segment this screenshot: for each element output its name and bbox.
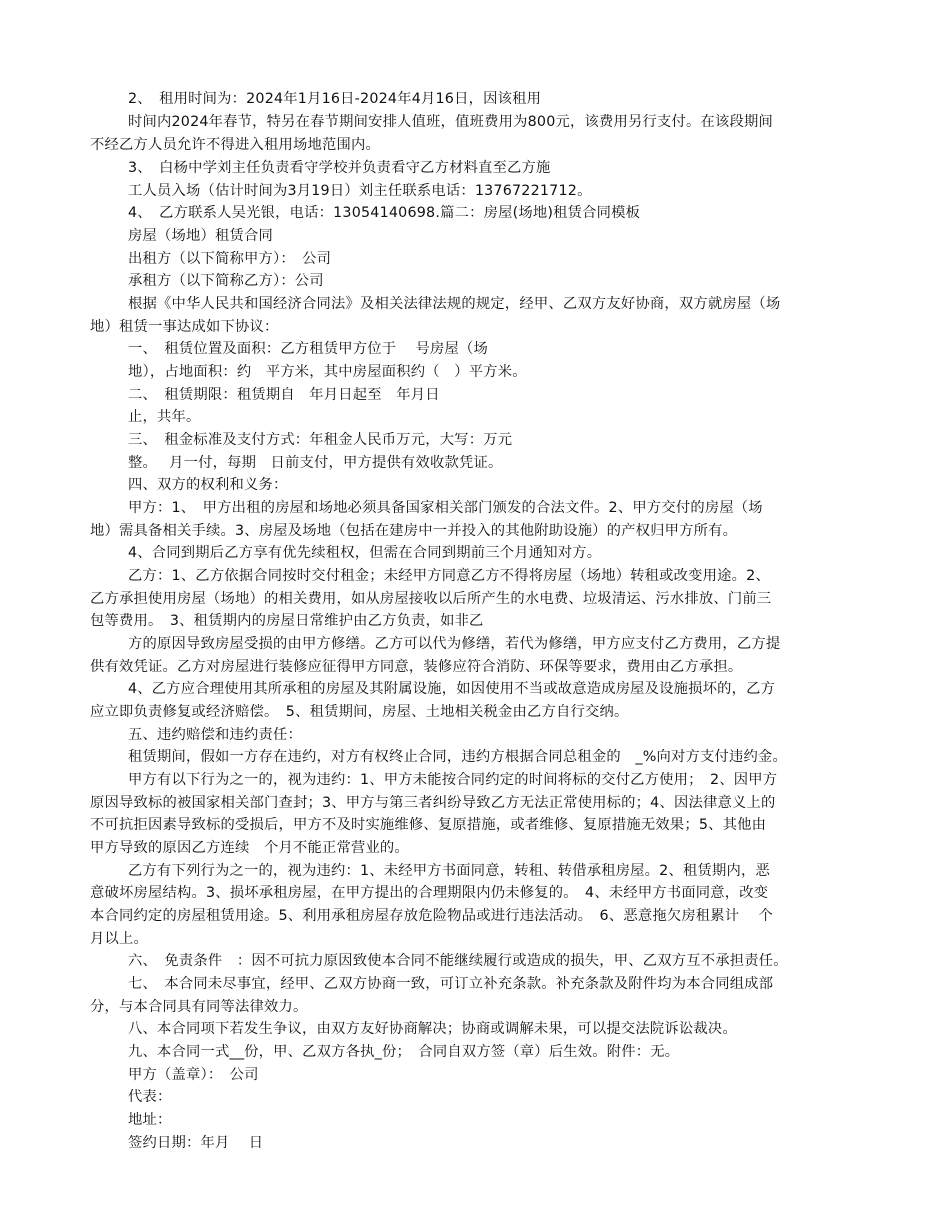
text-line: 月以上。	[90, 931, 148, 947]
text-line: 地）需具备相关手续。3、房屋及场地（包括在建房中一并投入的其他附助设施）的产权归甲方所有。	[90, 523, 738, 539]
signature-representative: 代表：	[128, 1089, 172, 1105]
text-line: 包等费用。 3、租赁期内的房屋日常维护由乙方负责，如非乙	[90, 613, 484, 629]
text-line: 二、 租赁期限：租赁期自 年月日起至 年月日	[128, 387, 440, 403]
text-line: 原因导致标的被国家相关部门查封；3、甲方与第三者纠纷导致乙方无法正常使用标的；4、因法律意义上的	[90, 795, 776, 811]
text-line: 四、双方的权利和义务：	[128, 477, 288, 493]
text-line: 根据《中华人民共和国经济合同法》及相关法律法规的规定，经甲、乙双方友好协商，双方就房屋（场	[128, 296, 781, 312]
text-line: 乙方承担使用房屋（场地）的相关费用，如从房屋接收以后所产生的水电费、垃圾清运、污水排放、门前三	[90, 591, 772, 607]
text-line: 2、 租用时间为：2024年1月16日-2024年4月16日，因该租用	[128, 91, 542, 107]
text-line: 3、 白杨中学刘主任负责看守学校并负责看守乙方材料直至乙方施	[128, 160, 551, 176]
text-line: 4、合同到期后乙方享有优先续租权，但需在合同到期前三个月通知对方。	[128, 545, 602, 561]
text-line: 承租方（以下简称乙方）：公司	[128, 273, 324, 289]
text-line: 八、本合同项下若发生争议，由双方友好协商解决；协商或调解未果，可以提交法院诉讼裁决。	[128, 1021, 737, 1037]
text-line: 应立即负责修复或经济赔偿。 5、租赁期间，房屋、土地相关税金由乙方自行交纳。	[90, 704, 629, 720]
signature-address: 地址：	[128, 1112, 172, 1128]
text-line: 地），占地面积：约 平方米，其中房屋面积约（ ）平方米。	[128, 364, 527, 380]
text-line: 甲方导致的原因乙方连续 个月不能正常营业的。	[90, 840, 409, 856]
text-line: 六、 免责条件 ：因不可抗力原因致使本合同不能继续履行或造成的损失，甲、乙双方互不承担责任。	[128, 953, 788, 969]
text-line: 4、乙方应合理使用其所承租的房屋及其附属设施，如因使用不当或故意造成房屋及设施损坏的，乙方	[128, 681, 776, 697]
text-line: 工人员入场（估计时间为3月19日）刘主任联系电话：13767221712。	[128, 183, 592, 199]
text-line: 出租方（以下简称甲方）： 公司	[128, 251, 332, 267]
text-line: 方的原因导致房屋受损的由甲方修缮。乙方可以代为修缮，若代为修缮，甲方应支付乙方费用，乙方提	[128, 636, 781, 652]
text-line: 五、违约赔偿和违约责任：	[128, 727, 302, 743]
text-line: 整。 月一付，每期 日前支付，甲方提供有效收款凭证。	[128, 455, 503, 471]
text-line: 七、 本合同未尽事宜，经甲、乙双方协商一致，可订立补充条款。补充条款及附件均为本合同组成部	[128, 976, 774, 992]
section-title: 房屋（场地）租赁合同	[128, 228, 273, 244]
text-line: 不可抗拒因素导致标的受损后，甲方不及时实施维修、复原措施，或者维修、复原措施无效果；5、其他由	[90, 817, 767, 833]
text-line: 地）租赁一事达成如下协议：	[90, 319, 279, 335]
text-line: 一、 租赁位置及面积：乙方租赁甲方位于 号房屋（场	[128, 341, 489, 357]
text-line: 供有效凭证。乙方对房屋进行装修应征得甲方同意，装修应符合消防、环保等要求，费用由乙方承担。	[90, 659, 743, 675]
text-line: 4、 乙方联系人吴光银，电话：13054140698.篇二：房屋(场地)租赁合同模板	[128, 205, 641, 221]
text-line: 乙方有下列行为之一的，视为违约：1、未经甲方书面同意，转租、转借承租房屋。2、租赁期内，恶	[128, 863, 770, 879]
text-line: 乙方：1、乙方依据合同按时交付租金；未经甲方同意乙方不得将房屋（场地）转租或改变用途。2、	[128, 568, 770, 584]
text-line: 不经乙方人员允许不得进入租用场地范围内。	[90, 137, 380, 153]
text-line: 分，与本合同具有同等法律效力。	[90, 999, 308, 1015]
text-line: 止，共年。	[128, 409, 201, 425]
text-line: 意破坏房屋结构。3、损坏承租房屋，在甲方提出的合理期限内仍未修复的。 4、未经甲方书面同意，改变	[90, 885, 769, 901]
text-line: 时间内2024年春节，特另在春节期间安排人值班，值班费用为800元，该费用另行支付。在该段期间	[128, 114, 773, 130]
signature-party: 甲方（盖章）： 公司	[128, 1067, 259, 1083]
text-line: 甲方：1、 甲方出租的房屋和场地必须具备国家相关部门颁发的合法文件。2、甲方交付的房屋（场	[128, 500, 763, 516]
signature-date: 签约日期：年月 日	[128, 1135, 264, 1151]
text-line: 三、 租金标准及支付方式：年租金人民币万元，大写：万元	[128, 432, 513, 448]
text-line: 九、本合同一式__份，甲、乙双方各执_份； 合同自双方签（章）后生效。附件：无。	[128, 1044, 680, 1060]
text-line: 甲方有以下行为之一的，视为违约：1、甲方未能按合同约定的时间将标的交付乙方使用； 2、因甲方	[128, 772, 778, 788]
text-line: 租赁期间，假如一方存在违约，对方有权终止合同，违约方根据合同总租金的 _%向对方支付违约金。	[128, 749, 787, 765]
text-line: 本合同约定的房屋租赁用途。5、利用承租房屋存放危险物品或进行违法活动。 6、恶意拖欠房租累计 个	[90, 908, 774, 924]
